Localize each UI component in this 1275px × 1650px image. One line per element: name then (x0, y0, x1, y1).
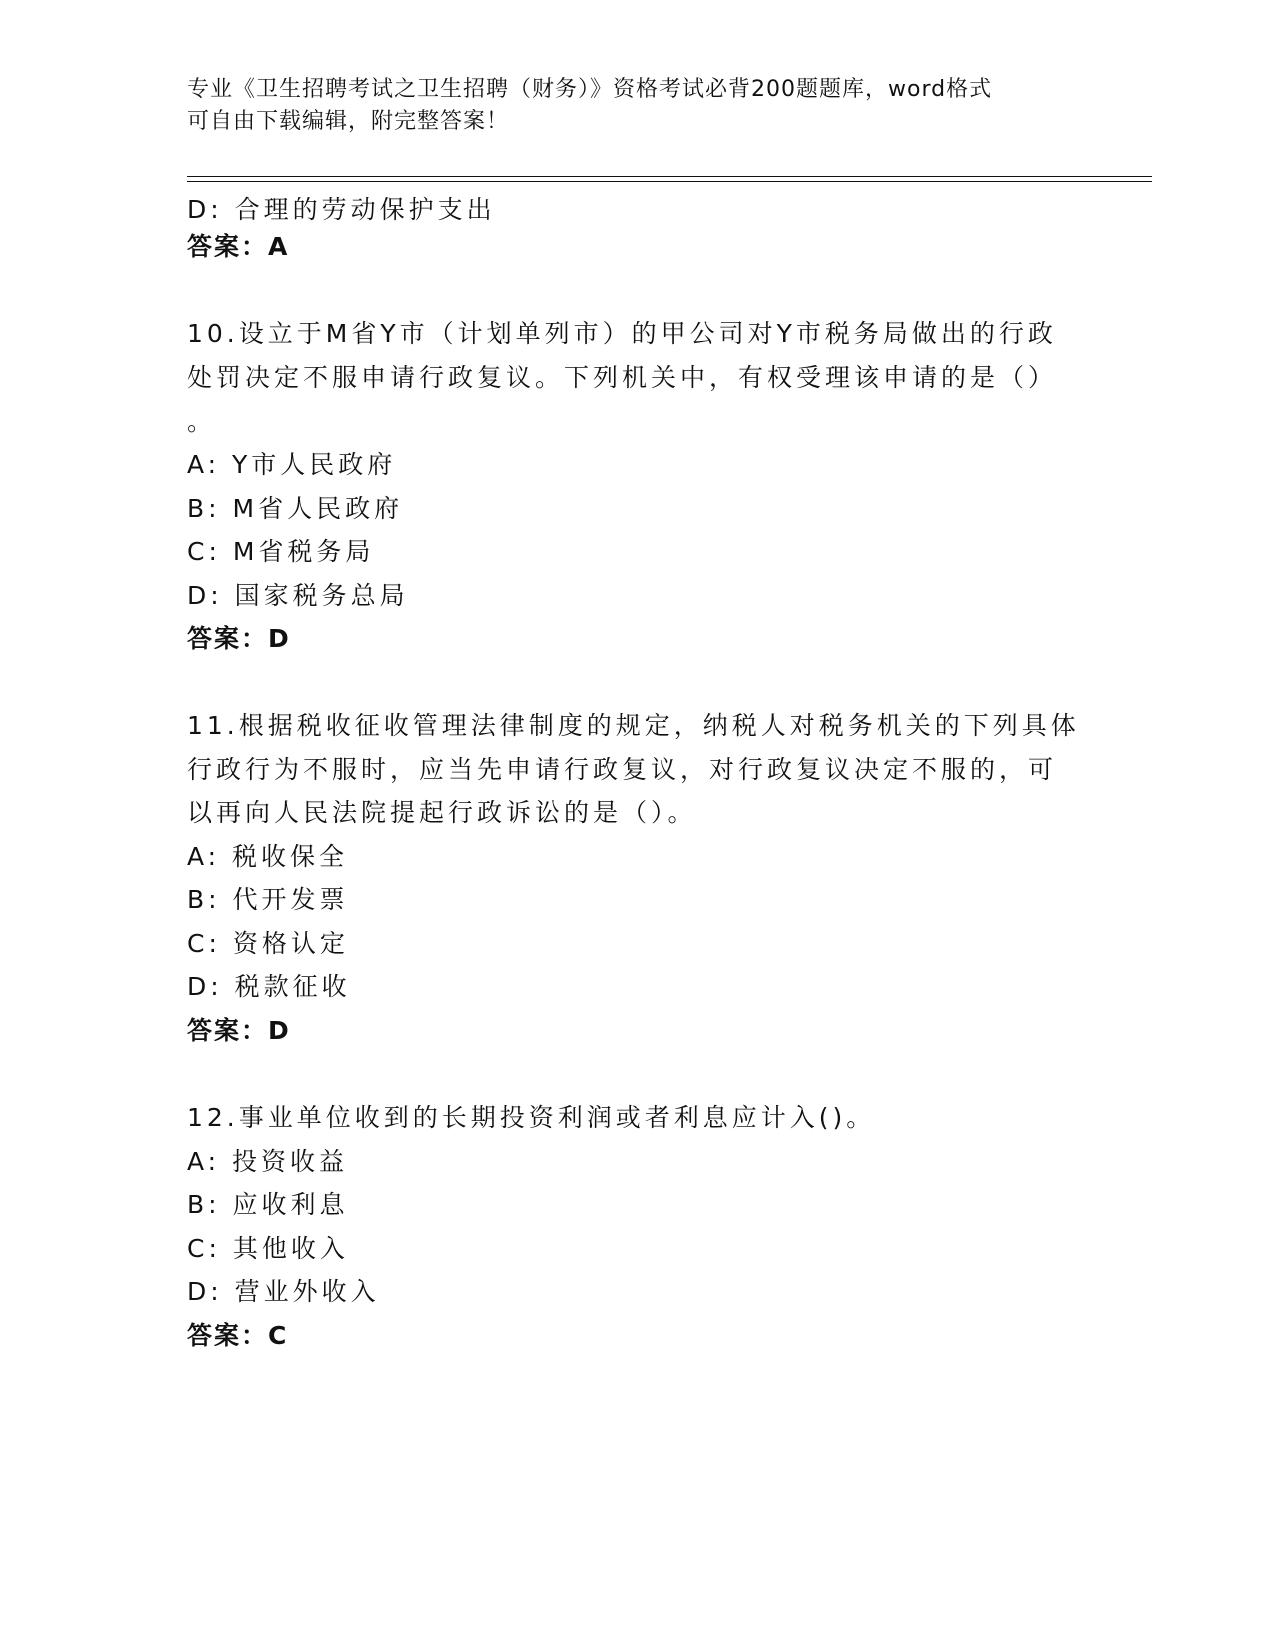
q12-answer: 答案：C (187, 1321, 289, 1350)
prev-answer: 答案：A (187, 232, 290, 261)
q12-option-b: B: 应收利息 (187, 1190, 349, 1219)
header-line-2: 可自由下载编辑，附完整答案！ (187, 109, 510, 134)
q12-stem-line-1: 12.事业单位收到的长期投资利润或者利息应计入()。 (187, 1103, 876, 1132)
q12-option-a: A: 投资收益 (187, 1147, 349, 1176)
q11-option-c: C: 资格认定 (187, 929, 349, 958)
q11-stem-line-1: 11.根据税收征收管理法律制度的规定，纳税人对税务机关的下列具体 (187, 711, 1080, 740)
header-line-1: 专业《卫生招聘考试之卫生招聘（财务）》资格考试必背200题题库，word格式 (187, 77, 993, 102)
q10-stem-line-3: 。 (187, 407, 217, 436)
q10-option-b: B: M省人民政府 (187, 494, 404, 523)
document-header (187, 74, 1087, 138)
q11-stem-line-3: 以再向人民法院提起行政诉讼的是（）。 (187, 798, 697, 827)
q11-answer: 答案：D (187, 1016, 291, 1045)
q10-stem-line-2: 处罚决定不服申请行政复议。下列机关中，有权受理该申请的是（） (187, 363, 1058, 392)
header-rule-bottom (187, 181, 1152, 182)
q11-stem-line-2: 行政行为不服时，应当先申请行政复议，对行政复议决定不服的，可 (187, 755, 1058, 784)
q11-option-d: D: 税款征收 (187, 972, 351, 1001)
q10-answer: 答案：D (187, 624, 291, 653)
q11-option-b: B: 代开发票 (187, 885, 349, 914)
prev-option-d: D: 合理的劳动保护支出 (187, 195, 496, 224)
q11-option-a: A: 税收保全 (187, 842, 349, 871)
q12-option-c: C: 其他收入 (187, 1234, 349, 1263)
q10-stem-line-1: 10.设立于M省Y市（计划单列市）的甲公司对Y市税务局做出的行政 (187, 319, 1057, 348)
q12-option-d: D: 营业外收入 (187, 1277, 380, 1306)
q10-option-c: C: M省税务局 (187, 537, 375, 566)
q10-option-a: A: Y市人民政府 (187, 450, 397, 479)
header-rule-top (187, 176, 1152, 177)
q10-option-d: D: 国家税务总局 (187, 581, 409, 610)
